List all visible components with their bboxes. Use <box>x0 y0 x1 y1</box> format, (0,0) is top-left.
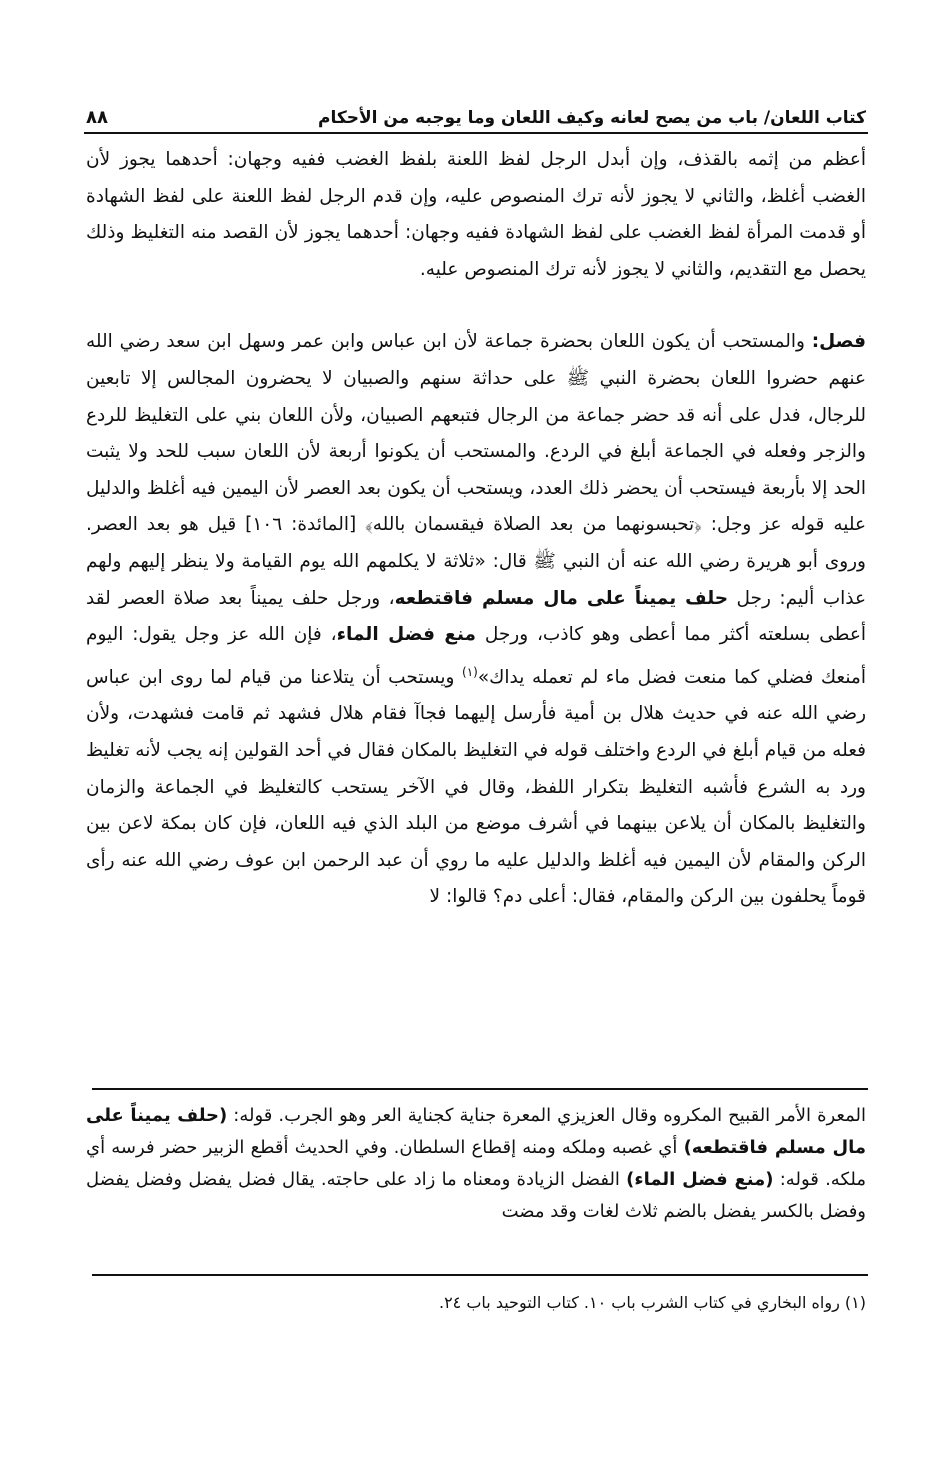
paragraph-spacer <box>86 288 866 324</box>
fasl-text-1: والمستحب أن يكون اللعان بحضرة جماعة لأن ابن عباس وابن عمر وسهل ابن سعد رضي الله عنهم حضروا اللعان بحضرة النبي ﷺ على حداثة سنهم والصبيان لا يحضرون المجالس إلا تابعين للرجال، فدل على أنه قد حضر جماعة من الرجال فتبعهم الصبيان، ولأن اللعان بني على التغليظ للردع والزجر وفعله في الجماعة أبلغ في الردع. والمستحب أن يكونوا أربعة لأن اللعان سبب للحد ولا يثبت الحد إلا بأربعة فيستحب أن يحضر ذلك العدد، ويستحب أن يكون بعد العصر لأن اليمين فيه أغلظ والدليل عليه قوله عز وجل: ﴿تحبسونهما من بعد الصلاة فيقسمان بالله﴾ [المائدة: ١٠٦] قيل هو بعد العصر. وروى أبو هريرة رضي الله عنه أن النبي ﷺ قال: «ثلاثة لا يكلمهم الله يوم القيامة ولا ينظر إليهم ولهم عذاب أليم: رجل <box>86 331 867 609</box>
fasl-text-2: ، ورجل حلف يميناً بعد صلاة العصر لقد أعطى بسلعته أكثر مما أعطى وهو كاذب، ورجل <box>86 587 866 646</box>
footnote-divider <box>92 1274 868 1276</box>
commentary-phrase-2: (منع فضل الماء) <box>626 1169 774 1190</box>
paragraph-fasl <box>86 324 866 916</box>
footnotes <box>86 1290 866 1316</box>
commentary-paragraph <box>86 1100 866 1228</box>
chapter-title: كتاب اللعان/ باب من يصح لعانه وكيف اللعان وما يوجبه من الأحكام <box>318 108 866 128</box>
commentary-text-1: المعرة الأمر القبيح المكروه وقال العزيزي المعرة جناية كجناية العر وهو الجرب. قوله: <box>227 1105 866 1126</box>
fasl-text-3: ، فإن الله عز وجل يقول: اليوم أمنعك فضلي كما منعت فضل ماء لم تعمله يداك» <box>86 624 866 688</box>
running-header <box>86 94 866 128</box>
commentary-text-3: الفضل الزيادة ومعناه ما زاد على حاجته. يقال فضل يفضل وفضل يفضل وفضل بالكسر يفضل بالضم ثلاث لغات وقد مضت <box>86 1169 866 1222</box>
commentary-text-2: أي غصبه وملكه ومنه إقطاع السلطان. وفي الحديث أقطع الزبير حضر فرسه أي ملكه. قوله: <box>86 1137 866 1190</box>
header-divider <box>84 132 868 134</box>
paragraph-continuation: أعظم من إثمه بالقذف، وإن أبدل الرجل لفظ اللعنة بلفظ الغضب ففيه وجهان: أحدهما يجوز لأن الغضب أغلظ، والثاني لا يجوز لأنه ترك المنصوص عليه، وإن قدم الرجل لفظ اللعنة على لفظ الشهادة أو قدمت المرأة لفظ الغضب على لفظ الشهادة ففيه وجهان: أحدهما يجوز لأن القصد منه التغليظ وذلك يحصل مع التقديم، والثاني لا يجوز لأنه ترك المنصوص عليه. <box>86 149 866 280</box>
main-text <box>86 142 866 916</box>
page-number: ٨٨ <box>86 107 108 128</box>
fasl-heading: فصل: <box>811 331 866 353</box>
footnote-reference[interactable]: (١) <box>462 664 478 679</box>
commentary-phrase-1: (حلف يميناً على مال مسلم فاقتطعه) <box>86 1105 866 1158</box>
footnote-1: (١) رواه البخاري في كتاب الشرب باب ١٠. كتاب التوحيد باب ٢٤. <box>438 1293 866 1312</box>
fasl-text-4: ويستحب أن يتلاعنا من قيام لما روى ابن عباس رضي الله عنه في حديث هلال بن أمية فأرسل إليهما فجاآ فقام هلال فشهد ثم قامت فشهدت، ولأن فعله من قيام أبلغ في الردع واختلف قوله في التغليظ بالمكان فقال في أحد القولين إنه يجب لأنه تغليظ ورد به الشرع فأشبه التغليظ بتكرار اللفظ، وقال في الآخر يستحب كالتغليظ في الجماعة والزمان والتغليظ بالمكان أن يلاعن بينهما في أشرف موضع من البلد الذي فيه اللعان، فإن كان بمكة لاعن بين الركن والمقام لأن اليمين فيه أغلظ والدليل عليه ما روي أن عبد الرحمن ابن عوف رضي الله عنه رأى قوماً يحلفون بين الركن والمقام، فقال: أعلى دم؟ قالوا: لا <box>86 666 866 908</box>
commentary-divider <box>92 1088 868 1090</box>
hadith-phrase-2: منع فضل الماء <box>336 624 476 646</box>
commentary-text <box>86 1100 866 1228</box>
hadith-phrase-1: حلف يميناً على مال مسلم فاقتطعه <box>394 587 729 609</box>
